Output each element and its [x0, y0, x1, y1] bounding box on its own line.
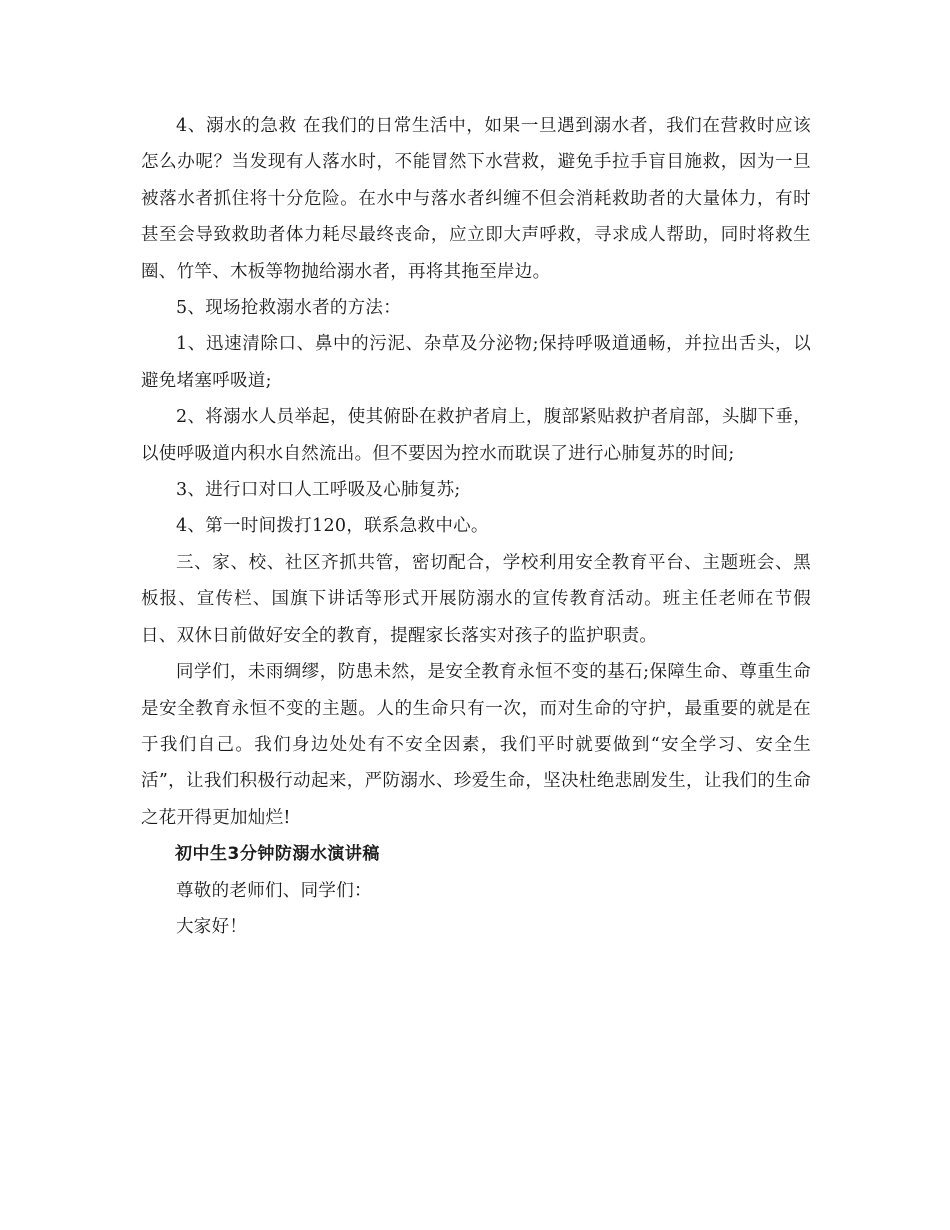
paragraph-closing-appeal: 同学们，未雨绸缪，防患未然，是安全教育永恒不变的基石;保障生命、尊重生命是安全教育永恒不变的主题。人的生命只有一次，而对生命的守护，最重要的就是在于我们自己。我们身边处处有不安全因素，我们平时就要做到“安全学习、安全生活”，让我们积极行动起来，严防溺水、珍爱生命，坚决杜绝悲剧发生，让我们的生命之花开得更加灿烂! [141, 662, 811, 828]
document-page [141, 108, 811, 945]
paragraph-rescue-step-4: 4、第一时间拨打120，联系急救中心。 [176, 516, 489, 537]
paragraph-home-school-community: 三、家、校、社区齐抓共管，密切配合，学校利用安全教育平台、主题班会、黑板报、宣传栏、国旗下讲话等形式开展防溺水的宣传教育活动。班主任老师在节假日、双休日前做好安全的教育，提醒家长落实对孩子的监护职责。 [141, 552, 811, 646]
paragraph-rescue-methods-title: 5、现场抢救溺水者的方法： [176, 298, 402, 319]
paragraph-rescue-step-3: 3、进行口对口人工呼吸及心肺复苏; [176, 480, 461, 501]
paragraph-rescue-step-2: 2、将溺水人员举起，使其俯卧在救护者肩上，腹部紧贴救护者肩部，头脚下垂，以使呼吸道内积水自然流出。但不要因为控水而耽误了进行心肺复苏的时间; [141, 407, 811, 464]
paragraph-rescue-step-1: 1、迅速清除口、鼻中的污泥、杂草及分泌物;保持呼吸道通畅，并拉出舌头，以避免堵塞呼吸道; [141, 334, 811, 391]
greeting-line: 尊敬的老师们、同学们： [176, 880, 372, 901]
section-heading: 初中生3分钟防溺水演讲稿 [175, 844, 380, 865]
paragraph-drowning-first-aid: 4、溺水的急救 在我们的日常生活中，如果一旦遇到溺水者，我们在营救时应该怎么办呢？当发现有人落水时，不能冒然下水营救，避免手拉手盲目施救，因为一旦被落水者抓住将十分危险。在水中与落水者纠缠不但会消耗救助者的大量体力，有时甚至会导致救助者体力耗尽最终丧命，应立即大声呼救，寻求成人帮助，同时将救生圈、竹竿、木板等物抛给溺水者，再将其拖至岸边。 [141, 116, 811, 282]
salutation-line: 大家好！ [176, 916, 248, 937]
